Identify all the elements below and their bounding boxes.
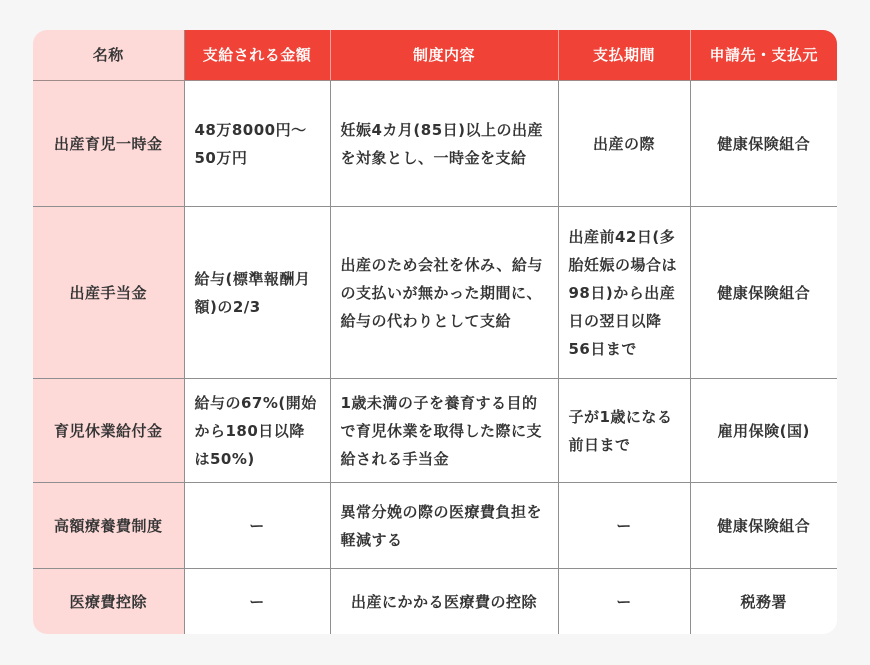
cell-description: 妊娠4カ月(85日)以上の出産を対象とし、一時金を支給 xyxy=(330,81,558,207)
cell-amount: ー xyxy=(184,483,330,569)
cell-description: 出産にかかる医療費の控除 xyxy=(330,569,558,635)
header-name: 名称 xyxy=(33,30,184,81)
childbirth-benefits-table xyxy=(33,30,837,634)
header-amount: 支給される金額 xyxy=(184,30,330,81)
table-row xyxy=(33,379,837,483)
cell-name: 医療費控除 xyxy=(33,569,184,635)
cell-name: 高額療養費制度 xyxy=(33,483,184,569)
header-provider: 申請先・支払元 xyxy=(690,30,837,81)
cell-name: 育児休業給付金 xyxy=(33,379,184,483)
cell-period: ー xyxy=(558,483,690,569)
cell-amount: 給与の67%(開始から180日以降は50%) xyxy=(184,379,330,483)
cell-name: 出産手当金 xyxy=(33,207,184,379)
cell-description: 出産のため会社を休み、給与の支払いが無かった期間に、給与の代わりとして支給 xyxy=(330,207,558,379)
cell-period: 出産の際 xyxy=(558,81,690,207)
cell-provider: 雇用保険(国) xyxy=(690,379,837,483)
cell-amount: ー xyxy=(184,569,330,635)
header-row xyxy=(33,30,837,81)
cell-provider: 健康保険組合 xyxy=(690,483,837,569)
cell-provider: 健康保険組合 xyxy=(690,207,837,379)
cell-period: 出産前42日(多胎妊娠の場合は98日)から出産日の翌日以降56日まで xyxy=(558,207,690,379)
cell-period: ー xyxy=(558,569,690,635)
table-row xyxy=(33,483,837,569)
cell-provider: 税務署 xyxy=(690,569,837,635)
table-row xyxy=(33,207,837,379)
cell-description: 1歳未満の子を養育する目的で育児休業を取得した際に支給される手当金 xyxy=(330,379,558,483)
header-period: 支払期間 xyxy=(558,30,690,81)
cell-name: 出産育児一時金 xyxy=(33,81,184,207)
cell-amount: 48万8000円〜50万円 xyxy=(184,81,330,207)
cell-provider: 健康保険組合 xyxy=(690,81,837,207)
table-row xyxy=(33,81,837,207)
cell-period: 子が1歳になる前日まで xyxy=(558,379,690,483)
cell-description: 異常分娩の際の医療費負担を軽減する xyxy=(330,483,558,569)
header-description: 制度内容 xyxy=(330,30,558,81)
benefits-table-container xyxy=(33,30,837,634)
cell-amount: 給与(標準報酬月額)の2/3 xyxy=(184,207,330,379)
table-row xyxy=(33,569,837,635)
